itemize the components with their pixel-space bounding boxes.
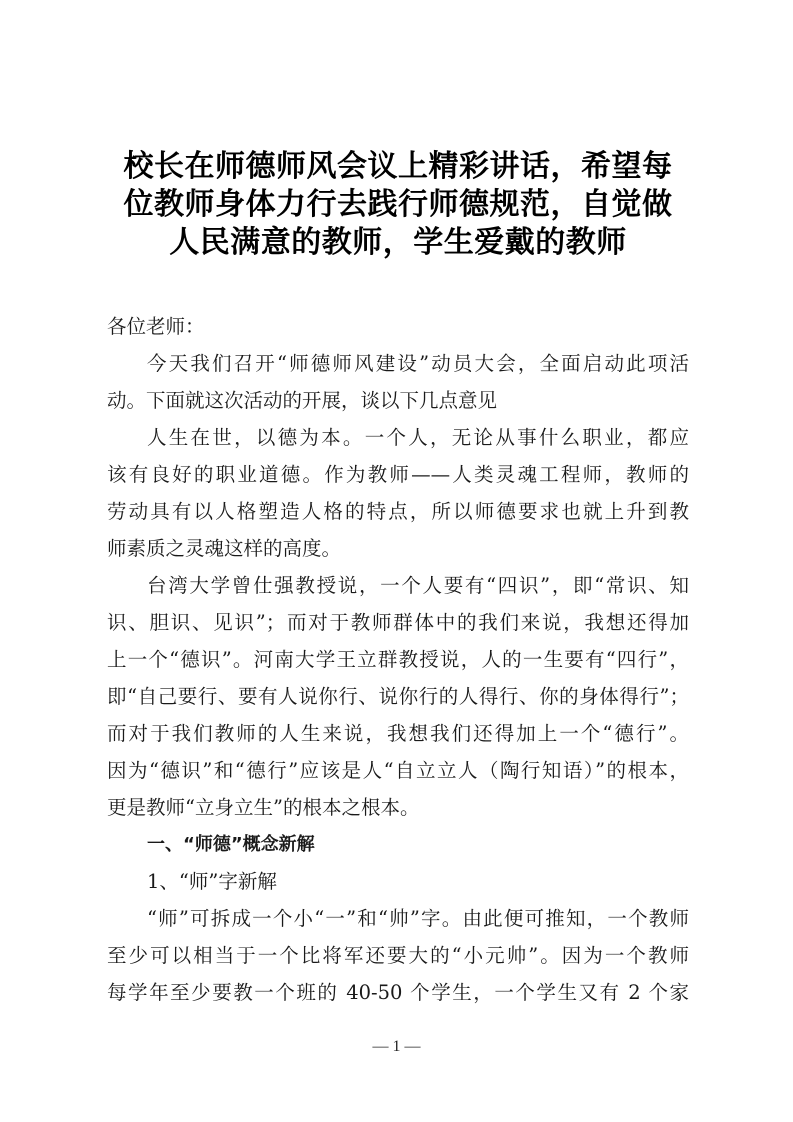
salutation: 各位老师：	[107, 315, 205, 338]
text-line: 而对于我们教师的人生来说，我想我们还得加上一个“德行”。	[107, 722, 689, 745]
text-line: 台湾大学曾仕强教授说，一个人要有“四识”，即“常识、知	[147, 574, 689, 597]
text-line: 因为“德识”和“德行”应该是人“自立立人（陶行知语）”的根本，	[107, 759, 689, 782]
subsection-heading: 1、“师”字新解	[147, 870, 277, 893]
text-line: 今天我们召开“师德师风建设”动员大会，全面启动此项活	[147, 352, 689, 375]
text-line: 每学年至少要教一个班的 40-50 个学生，一个学生又有 2 个家	[107, 981, 689, 1004]
text-line: 该有良好的职业道德。作为教师——人类灵魂工程师，教师的	[107, 463, 689, 486]
text-line: “师”可拆成一个小“一”和“帅”字。由此便可推知，一个教师	[147, 907, 689, 930]
section-heading: 一、“师德”概念新解	[147, 834, 315, 855]
title-line: 人民满意的教师，学生爱戴的教师	[169, 225, 627, 260]
text-line: 即“自己要行、要有人说你行、说你行的人得行、你的身体得行”；	[107, 685, 689, 708]
paragraph-shi-character	[107, 900, 689, 1011]
text-line: 上一个“德识”。河南大学王立群教授说，人的一生要有“四行”，	[107, 648, 689, 671]
document-title	[104, 148, 692, 262]
paragraph-morality	[107, 419, 689, 567]
text-line: 识、胆识、见识”；而对于教师群体中的我们来说，我想还得加	[107, 611, 689, 634]
paragraph-opening	[107, 345, 689, 419]
text-line: 更是教师“立身立生”的根本之根本。	[107, 796, 420, 819]
text-line: 人生在世，以德为本。一个人，无论从事什么职业，都应	[147, 426, 689, 449]
text-line: 动。下面就这次活动的开展，谈以下几点意见	[107, 389, 498, 412]
title-line: 校长在师德师风会议上精彩讲话，希望每	[123, 149, 673, 184]
text-line: 至少可以相当于一个比将军还要大的“小元帅”。因为一个教师	[107, 944, 689, 967]
page-number: — 1 —	[372, 1038, 421, 1055]
text-line: 师素质之灵魂这样的高度。	[107, 537, 342, 560]
title-line: 位教师身体力行去践行师德规范，自觉做	[123, 187, 673, 222]
paragraph-four-knowledge	[107, 567, 689, 826]
text-line: 劳动具有以人格塑造人格的特点，所以师德要求也就上升到教	[107, 500, 689, 523]
document-body	[107, 308, 689, 1011]
